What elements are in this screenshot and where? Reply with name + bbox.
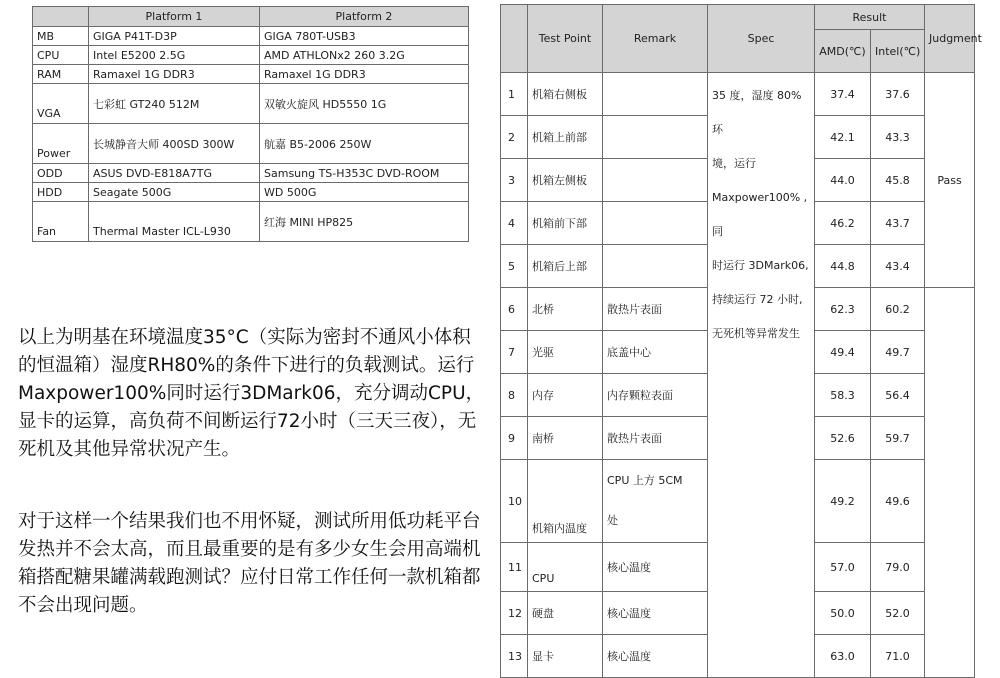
remark-cell: 核心温度: [603, 635, 708, 678]
platform-2-value: 航嘉 B5-2006 250W: [260, 124, 469, 164]
platform-row-power: [33, 124, 469, 164]
intel-temp-cell: 52.0: [871, 592, 925, 635]
test-point-cell: 北桥: [528, 288, 603, 331]
platform-row-label: MB: [33, 27, 89, 46]
test-point-cell: 机箱右侧板: [528, 73, 603, 116]
remark-cell: [603, 159, 708, 202]
amd-temp-cell: 57.0: [815, 543, 871, 592]
platform-row-label: CPU: [33, 46, 89, 65]
amd-temp-cell: 49.2: [815, 460, 871, 543]
test-point-cell: 硬盘: [528, 592, 603, 635]
platform-row-label: Fan: [33, 202, 89, 242]
amd-temp-cell: 52.6: [815, 417, 871, 460]
spec-cell: [708, 73, 815, 678]
amd-temp-cell: 49.4: [815, 331, 871, 374]
remark-line: CPU 上方 5CM: [607, 474, 683, 487]
test-point-cell: 南桥: [528, 417, 603, 460]
remark-cell: [603, 73, 708, 116]
platform-header-row: [33, 7, 469, 27]
platform-row-hdd: [33, 183, 469, 202]
spec-line: 无死机等异常发生: [712, 327, 800, 340]
platform-row-fan: [33, 202, 469, 242]
amd-temp-cell: 42.1: [815, 116, 871, 159]
table-row: [501, 73, 975, 116]
remark-cell: 散热片表面: [603, 417, 708, 460]
remark-cell: 内存颗粒表面: [603, 374, 708, 417]
row-index: 6: [501, 288, 528, 331]
platform-2-header: Platform 2: [260, 7, 469, 27]
intel-temp-cell: 43.4: [871, 245, 925, 288]
intel-temp-cell: 49.6: [871, 460, 925, 543]
remark-cell: 核心温度: [603, 543, 708, 592]
test-point-cell: 机箱左侧板: [528, 159, 603, 202]
platform-1-value: Intel E5200 2.5G: [89, 46, 260, 65]
amd-temp-cell: 50.0: [815, 592, 871, 635]
platform-1-value: ASUS DVD-E818A7TG: [89, 164, 260, 183]
remark-cell: 散热片表面: [603, 288, 708, 331]
result-header: Result: [815, 5, 925, 30]
remark-line: 处: [607, 514, 618, 527]
test-point-header: Test Point: [528, 5, 603, 73]
test-point-cell: 机箱上前部: [528, 116, 603, 159]
amd-temp-cell: 58.3: [815, 374, 871, 417]
intel-temp-cell: 49.7: [871, 331, 925, 374]
platform-1-value: 七彩虹 GT240 512M: [89, 84, 260, 124]
remark-header: Remark: [603, 5, 708, 73]
platform-1-value: GIGA P41T-D3P: [89, 27, 260, 46]
intel-temp-cell: 43.3: [871, 116, 925, 159]
row-index: 11: [501, 543, 528, 592]
row-index: 3: [501, 159, 528, 202]
temperature-result-table: [500, 4, 982, 678]
judgment-cell: Pass: [925, 73, 975, 288]
platform-1-value: 长城静音大师 400SD 300W: [89, 124, 260, 164]
judgment-empty-cell: [925, 288, 975, 678]
spec-line: 持续运行 72 小时,: [712, 293, 803, 306]
judgment-header: Judgment: [925, 5, 975, 73]
remark-cell: [603, 202, 708, 245]
amd-header: AMD(℃): [815, 30, 871, 73]
row-index: 8: [501, 374, 528, 417]
platform-row-odd: [33, 164, 469, 183]
remark-cell: [603, 116, 708, 159]
intel-temp-cell: 60.2: [871, 288, 925, 331]
spec-line: Maxpower100% ,同: [712, 191, 808, 238]
row-index: 13: [501, 635, 528, 678]
remark-cell: [603, 245, 708, 288]
intel-temp-cell: 56.4: [871, 374, 925, 417]
amd-temp-cell: 62.3: [815, 288, 871, 331]
amd-temp-cell: 63.0: [815, 635, 871, 678]
platform-2-value: Samsung TS-H353C DVD-ROOM: [260, 164, 469, 183]
amd-temp-cell: 44.0: [815, 159, 871, 202]
row-index: 10: [501, 460, 528, 543]
platform-1-value: Ramaxel 1G DDR3: [89, 65, 260, 84]
platform-row-label: HDD: [33, 183, 89, 202]
spec-line: 35 度，湿度 80%环: [712, 89, 802, 136]
row-index: 7: [501, 331, 528, 374]
platform-2-value: Ramaxel 1G DDR3: [260, 65, 469, 84]
platform-row-label: Power: [33, 124, 89, 164]
test-point-cell: 内存: [528, 374, 603, 417]
spec-line: 时运行 3DMark06,: [712, 259, 809, 272]
row-index: 4: [501, 202, 528, 245]
row-index: 9: [501, 417, 528, 460]
platform-row-label: ODD: [33, 164, 89, 183]
remark-cell: 底盖中心: [603, 331, 708, 374]
row-index: 12: [501, 592, 528, 635]
row-index: 1: [501, 73, 528, 116]
platform-1-value: Thermal Master ICL-L930: [89, 202, 260, 242]
platform-spec-table: [32, 6, 469, 242]
index-header: [501, 5, 528, 73]
amd-temp-cell: 46.2: [815, 202, 871, 245]
intel-temp-cell: 71.0: [871, 635, 925, 678]
row-index: 5: [501, 245, 528, 288]
platform-row-vga: [33, 84, 469, 124]
test-point-cell: 机箱前下部: [528, 202, 603, 245]
remark-cell: [603, 460, 708, 543]
amd-temp-cell: 37.4: [815, 73, 871, 116]
platform-2-value: GIGA 780T-USB3: [260, 27, 469, 46]
platform-corner-cell: [33, 7, 89, 27]
intel-temp-cell: 43.7: [871, 202, 925, 245]
test-point-cell: 机箱内温度: [528, 460, 603, 543]
platform-2-value: WD 500G: [260, 183, 469, 202]
remark-cell: 核心温度: [603, 592, 708, 635]
intel-temp-cell: 59.7: [871, 417, 925, 460]
platform-row-cpu: [33, 46, 469, 65]
spec-line: 境，运行: [712, 157, 756, 170]
platform-2-value: 双敏火旋风 HD5550 1G: [260, 84, 469, 124]
intel-header: Intel(℃): [871, 30, 925, 73]
intel-temp-cell: 45.8: [871, 159, 925, 202]
amd-temp-cell: 44.8: [815, 245, 871, 288]
test-description-paragraph: 以上为明基在环境温度35°C（实际为密封不通风小体积的恒温箱）湿度RH80%的条件下进行的负载测试。运行Maxpower100%同时运行3DMark06，充分调动CPU，显卡的运算，高负荷不间断运行72小时（三天三夜），无死机及其他异常状况产生。: [18, 327, 485, 460]
spec-header: Spec: [708, 5, 815, 73]
result-header-row-1: [501, 5, 975, 30]
row-index: 2: [501, 116, 528, 159]
platform-row-mb: [33, 27, 469, 46]
commentary-paragraph: 对于这样一个结果我们也不用怀疑，测试所用低功耗平台发热并不会太高，而且最重要的是有多少女生会用高端机箱搭配糖果罐满载跑测试？应付日常工作任何一款机箱都不会出现问题。: [18, 511, 481, 616]
platform-row-label: VGA: [33, 84, 89, 124]
test-point-cell: 光驱: [528, 331, 603, 374]
intel-temp-cell: 37.6: [871, 73, 925, 116]
platform-1-header: Platform 1: [89, 7, 260, 27]
test-point-cell: 机箱后上部: [528, 245, 603, 288]
intel-temp-cell: 79.0: [871, 543, 925, 592]
platform-2-value: 红海 MINI HP825: [260, 202, 469, 242]
platform-2-value: AMD ATHLONx2 260 3.2G: [260, 46, 469, 65]
test-point-cell: CPU: [528, 543, 603, 592]
test-point-cell: 显卡: [528, 635, 603, 678]
platform-1-value: Seagate 500G: [89, 183, 260, 202]
platform-row-label: RAM: [33, 65, 89, 84]
platform-row-ram: [33, 65, 469, 84]
